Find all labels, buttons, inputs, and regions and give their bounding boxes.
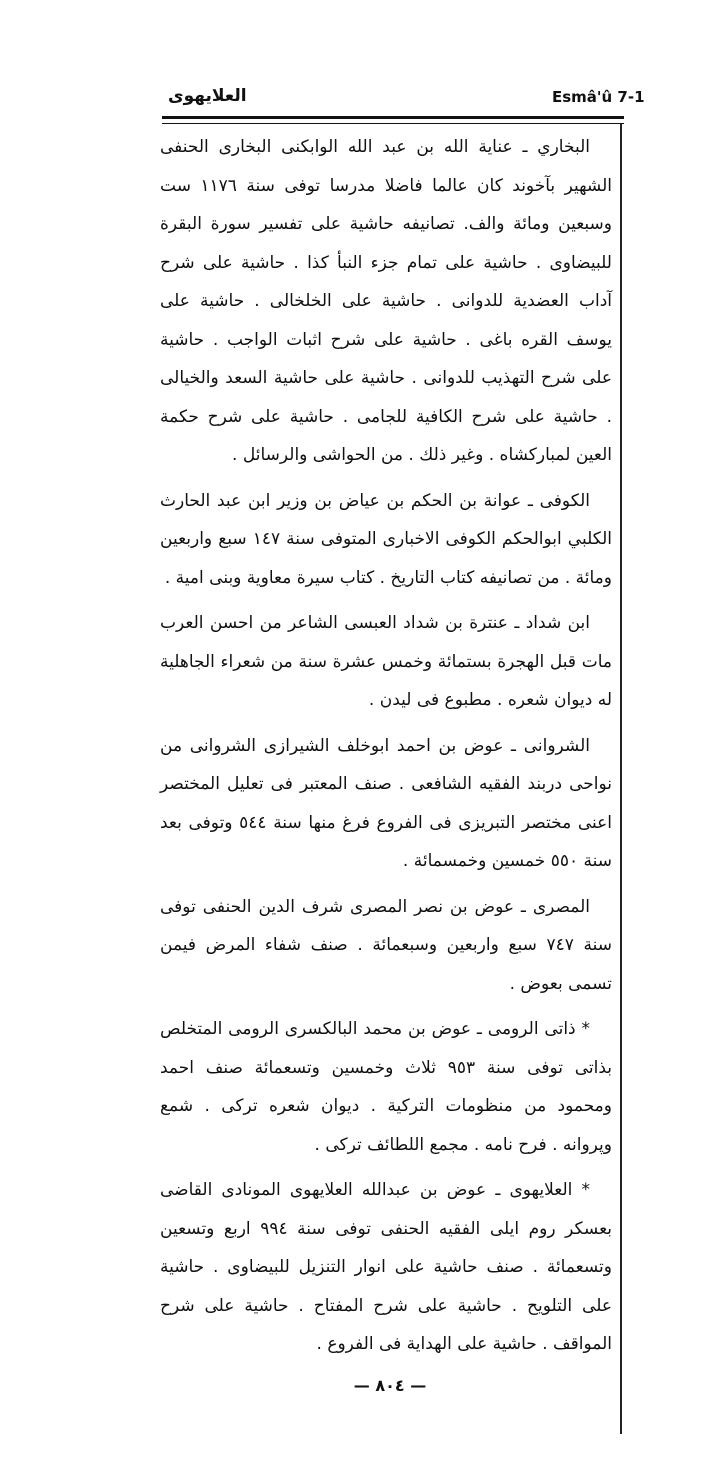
- entry-alaiyawi: * العلايهوى ـ عوض بن عبدالله العلايهوى المونادى القاضى بعسكر روم ايلى الفقيه الحنفى توفى سنة ٩٩٤ اربع وتسعين وتسعمائة . صنف حاشية على انوار التنزيل للبيضاوى . حاشية على التلويح . حاشية على شرح المفتاح . حاشية على شرح المواقف . حاشية على الهداية فى الفروع .: [160, 1180, 613, 1354]
- header-rule-thick: [162, 116, 624, 119]
- page-number: — ٨٠٤ —: [353, 1376, 427, 1395]
- running-header-latin: Esmâ'û 7-1: [552, 88, 645, 106]
- header-rule-thin: [162, 123, 624, 124]
- body-text: [160, 128, 612, 1371]
- entry-shirwani: الشروانى ـ عوض بن احمد ابوخلف الشيرازى الشروانى من نواحى دربند الفقيه الشافعى . صنف المعتبر فى تعليل المختصر اعنى مختصر التبريزى فى الفروع فرغ منها سنة ٥٤٤ وتوفى بعد سنة ٥٥٠ خمسين وخمسمائة .: [160, 735, 613, 871]
- running-header-arabic: العلايهوى: [168, 86, 247, 106]
- entry-dhati-rumi: * ذاتى الرومى ـ عوض بن محمد البالكسرى الرومى المتخلص بذاتى توفى سنة ٩٥٣ ثلاث وخمسين وتسعمائة صنف احمد ومحمود من منظومات التركية . ديوان شعره تركى . شمع وپروانه . فرح نامه . مجمع اللطائف تركى .: [160, 1019, 612, 1155]
- entry-ibn-shaddad: ابن شداد ـ عنترة بن شداد العبسى الشاعر من احسن العرب مات قبل الهجرة بستمائة وخمس عشرة سنة من شعراء الجاهلية له ديوان شعره . مطبوع فى ليدن .: [160, 613, 612, 710]
- entry-bukhari: البخاري ـ عناية الله بن عبد الله الوابكنى البخارى الحنفى الشهير بآخوند كان عالما فاضلا مدرسا توفى سنة ١١٧٦ ست وسبعين ومائة والف. تصانيفه حاشية على تفسير سورة البقرة للبيضاوى . حاشية على تمام جزء النبأ كذا . حاشية على شرح آداب العضدية للدوانى . حاشية على الخلخالى . حاشية على يوسف القره باغى . حاشية على شرح اثبات الواجب . حاشية على شرح التهذيب للدوانى . حاشية على حاشية السعد والخيالى . حاشية على شرح الكافية للجامى . حاشية على شرح حكمة العين لمباركشاه . وغير ذلك . من الحواشى والرسائل .: [160, 137, 612, 465]
- entry-kufi: الكوفى ـ عوانة بن الحكم بن عياض بن وزير ابن عبد الحارث الكلبي ابوالحكم الكوفى الاخبارى المتوفى سنة ١٤٧ سبع واربعين ومائة . من تصانيفه كتاب التاريخ . كتاب سيرة معاوية وبنى امية .: [160, 490, 613, 588]
- entry-misri: المصرى ـ عوض بن نصر المصرى شرف الدين الحنفى توفى سنة ٧٤٧ سبع واربعين وسبعمائة . صنف شفاء المرض فيمن تسمى بعوض .: [160, 896, 612, 994]
- margin-line: [620, 124, 622, 1434]
